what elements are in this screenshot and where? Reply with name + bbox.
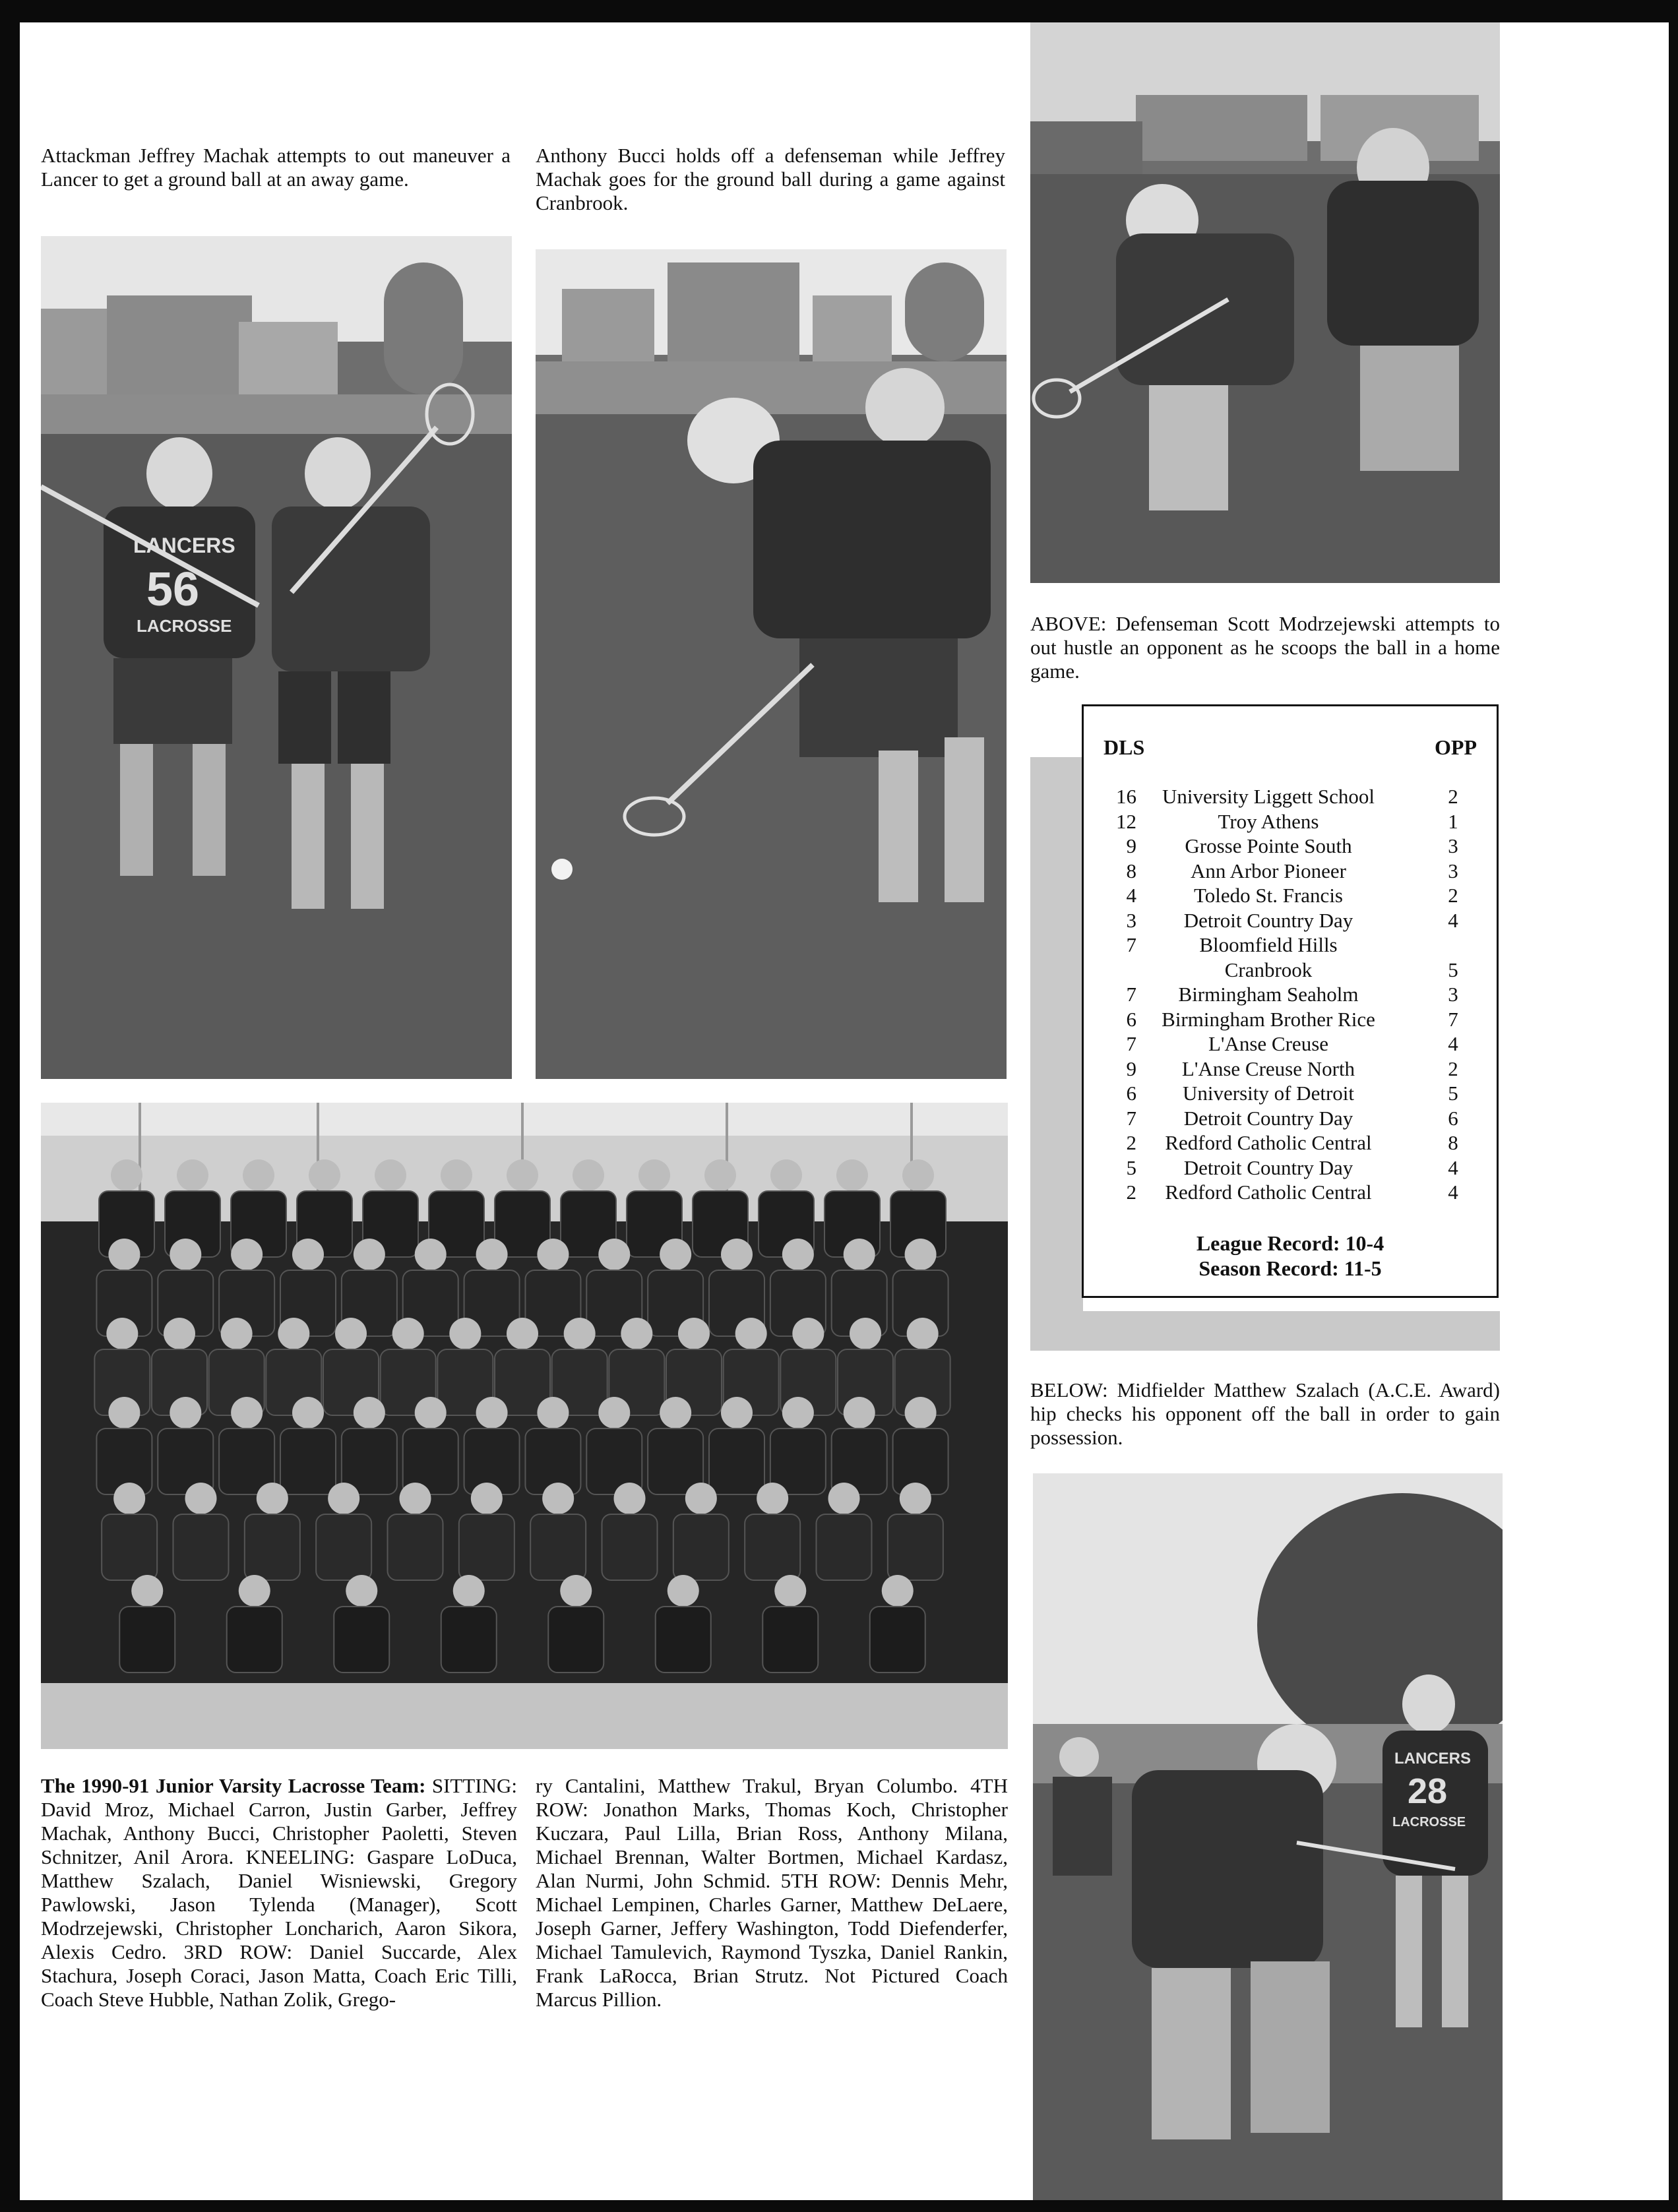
team-member-jersey [441,1607,497,1673]
team-member-head [735,1318,767,1349]
team-member-head [905,1397,937,1429]
team-member-head [900,1483,931,1514]
score-dls: 7 [1126,933,1136,956]
team-member-head [844,1397,875,1429]
score-dls: 9 [1126,1057,1136,1080]
scoreboard-row [1084,1081,1497,1106]
score-dls: 16 [1116,785,1136,808]
score-opp: 5 [1448,958,1458,981]
season-scoreboard [1082,704,1499,1298]
team-member-head [108,1239,140,1270]
score-dls: 4 [1126,884,1136,907]
team-member-head [882,1575,914,1607]
team-member-head [774,1575,806,1607]
opponent-name: Ann Arbor Pioneer [1191,859,1346,882]
scoreboard-row [1084,1130,1497,1155]
team-member-jersey [102,1514,157,1580]
opponent-name: Redford Catholic Central [1165,1131,1372,1154]
scoreboard-header-dls: DLS [1103,735,1145,759]
team-member-head [292,1239,324,1270]
team-member-jersey [673,1514,729,1580]
caption-photo-bucci: Anthony Bucci holds off a defenseman while Jeffrey Machak goes for the ground ball during a game against Cranbrook. [536,144,1005,214]
scoreboard-row [1084,1155,1497,1181]
jersey-text-lancers: LANCERS [133,534,235,557]
team-member-head [476,1239,508,1270]
team-member-head [614,1483,646,1514]
score-opp: 4 [1448,1181,1458,1204]
team-member-jersey [762,1607,818,1673]
team-member-head [239,1575,270,1607]
score-dls: 2 [1126,1131,1136,1154]
opponent-name: Bloomfield Hills [1199,933,1338,956]
team-member-head [309,1159,340,1191]
team-member-head [108,1397,140,1429]
scoreboard-row [1084,1106,1497,1131]
team-member-head [231,1239,263,1270]
team-member-jersey [745,1514,800,1580]
team-member-jersey [227,1607,282,1673]
team-member-head [905,1239,937,1270]
score-opp: 2 [1448,1057,1458,1080]
team-member-head [177,1159,208,1191]
team-member-head [243,1159,274,1191]
jersey-text-lacrosse-2: LACROSSE [1392,1815,1466,1829]
team-member-head [328,1483,359,1514]
score-dls: 5 [1126,1155,1136,1179]
team-member-head [231,1397,263,1429]
scoreboard-row [1084,1057,1497,1082]
team-member-jersey [173,1514,229,1580]
score-opp: 6 [1448,1106,1458,1130]
team-member-head [660,1239,691,1270]
score-dls: 6 [1126,1007,1136,1031]
team-member-jersey [602,1514,658,1580]
photo-bucci-cranbrook [536,249,1007,1079]
team-member-head [507,1318,538,1349]
team-caption-column-1 [41,1774,517,2012]
team-member-jersey [870,1607,925,1673]
score-dls: 7 [1126,983,1136,1006]
caption-photo-modrzejewski: ABOVE: Defenseman Scott Modrzejewski attempts to out hustle an opponent as he scoops the ball in a home game. [1030,612,1500,683]
photo-attackman-away-game [41,236,512,1079]
score-opp: 1 [1448,809,1458,833]
team-member-head [850,1318,881,1349]
team-member-head [836,1159,868,1191]
score-opp: 5 [1448,1082,1458,1105]
score-opp: 4 [1448,1155,1458,1179]
caption-photo-szalach: BELOW: Midfielder Matthew Szalach (A.C.E. Award) hip checks his opponent off the ball in order to gain possession. [1030,1378,1500,1449]
team-member-head [757,1483,788,1514]
team-member-jersey [119,1607,175,1673]
opponent-name: Redford Catholic Central [1165,1181,1372,1204]
team-member-head [106,1318,138,1349]
team-member-jersey [388,1514,443,1580]
opponent-name: Detroit Country Day [1183,1155,1353,1179]
team-member-jersey [817,1514,872,1580]
opponent-name: University of Detroit [1182,1082,1354,1105]
team-member-head [346,1575,377,1607]
scan-border-top [0,0,1678,22]
team-caption-title: The 1990-91 Junior Varsity Lacrosse Team: [41,1774,426,1797]
score-opp: 3 [1448,983,1458,1006]
score-opp: 4 [1448,908,1458,932]
score-dls: 2 [1126,1181,1136,1204]
team-member-head [221,1318,253,1349]
scoreboard-row [1084,982,1497,1007]
opponent-name: Detroit Country Day [1183,1106,1353,1130]
jersey-text-lacrosse: LACROSSE [137,616,232,636]
score-dls: 8 [1126,859,1136,882]
team-member-head [375,1159,406,1191]
team-member-head [164,1318,195,1349]
opponent-name: L'Anse Creuse [1208,1032,1329,1055]
team-member-head [400,1483,431,1514]
team-member-head [292,1397,324,1429]
photo-szalach-hip-check [1033,1473,1503,2200]
scan-border-bottom [0,2200,1678,2212]
team-member-head [844,1239,875,1270]
team-member-head [560,1575,592,1607]
scoreboard-row [1084,809,1497,834]
score-opp: 3 [1448,859,1458,882]
photo-modrzejewski-home-game [1030,22,1500,583]
team-member-head [392,1318,424,1349]
team-caption-body-1: SITTING: David Mroz, Michael Carron, Justin Garber, Jeffrey Machak, Anthony Bucci, Christopher Paoletti, Steven Schnitzer, Anil Arora. KNEELING: Gaspare LoDuca, Matthew Szalach, Daniel Wisniewski, Gregory Pawlowski, Jason Tylenda (Manager), Scott Modrzejewski, Christopher Loncharich, Aaron Sikora, Alexis Cedro. 3RD ROW: Daniel Succarde, Alex Stachura, Joseph Coraci, Jason Matta, Coach Eric Tilli, Coach Steve Hubble, Nathan Zolik, Grego- [41,1774,518,2011]
decorative-gray-bar-vertical [1030,757,1083,1351]
score-opp: 8 [1448,1131,1458,1154]
team-member-jersey [888,1514,943,1580]
team-member-head [537,1239,569,1270]
team-member-head [721,1239,753,1270]
scoreboard-rows [1084,784,1497,1205]
team-member-head [542,1483,574,1514]
team-member-jersey [459,1514,514,1580]
team-member-head [185,1483,217,1514]
team-member-head [113,1483,145,1514]
opponent-name: Grosse Pointe South [1185,834,1352,857]
team-caption-column-2: ry Cantalini, Matthew Trakul, Bryan Columbo. 4TH ROW: Jonathon Marks, Thomas Koch, Christopher Kuczara, Paul Lilla, Brian Ross, Anthony Milana, Michael Brennan, Walter Bortmen, Michael Kardasz, Alan Nurmi, John Schmid. 5TH ROW: Dennis Mehr, Michael Lempinen, Charles Garner, Matthew DeLaere, Joseph Garner, Jeffery Washington, Todd Diefenderfer, Michael Tamulevich, Raymond Tyszka, Daniel Rankin, Frank LaRocca, Brian Strutz. Not Pictured Coach Marcus Pillion. [536,1774,1008,2011]
team-member-head [564,1318,596,1349]
score-opp: 7 [1448,1007,1458,1031]
team-member-head [782,1239,814,1270]
scan-border-right [1669,0,1678,2212]
team-member-head [598,1239,630,1270]
decorative-gray-bar-horizontal [1030,1311,1500,1351]
team-member-head [704,1159,736,1191]
team-member-head [476,1397,508,1429]
scoreboard-row [1084,1180,1497,1205]
team-member-jersey [709,1429,764,1494]
opponent-name: University Liggett School [1162,785,1375,808]
score-opp: 4 [1448,1032,1458,1055]
team-member-head [598,1397,630,1429]
team-member-jersey [245,1514,300,1580]
team-member-head [471,1483,503,1514]
team-member-jersey [656,1607,711,1673]
opponent-name: Detroit Country Day [1183,908,1353,932]
team-member-head [721,1397,753,1429]
team-member-head [782,1397,814,1429]
team-member-jersey [280,1429,336,1494]
team-member-jersey [316,1514,371,1580]
team-member-head [354,1239,385,1270]
team-member-head [170,1239,201,1270]
scoreboard-row [1084,933,1497,958]
team-member-head [792,1318,824,1349]
team-member-head [453,1575,485,1607]
team-member-jersey [530,1514,586,1580]
scoreboard-row [1084,784,1497,809]
scoreboard-row [1084,883,1497,908]
team-member-head [449,1318,481,1349]
team-member-head [111,1159,142,1191]
team-member-head [507,1159,538,1191]
scoreboard-row [1084,859,1497,884]
jersey-number: 56 [146,563,200,616]
team-member-head [415,1239,447,1270]
scoreboard-row [1084,908,1497,933]
scan-border-left [0,0,20,2212]
team-member-head [537,1397,569,1429]
team-member-head [415,1397,447,1429]
team-member-head [668,1575,699,1607]
opponent-name: Birmingham Brother Rice [1162,1007,1375,1031]
score-dls: 7 [1126,1032,1136,1055]
scoreboard-row [1084,834,1497,859]
score-dls: 12 [1116,809,1136,833]
team-member-head [828,1483,860,1514]
opponent-name: Birmingham Seaholm [1178,983,1359,1006]
team-member-jersey [548,1607,604,1673]
team-member-head [907,1318,939,1349]
team-member-head [354,1397,385,1429]
league-record: League Record: 10-4 [1196,1231,1384,1255]
team-member-head [573,1159,604,1191]
scoreboard-row [1084,1031,1497,1057]
team-member-head [257,1483,288,1514]
jersey-number-2: 28 [1408,1771,1448,1811]
team-member-head [278,1318,309,1349]
team-member-head [770,1159,802,1191]
team-member-head [335,1318,367,1349]
opponent-name: Troy Athens [1218,809,1319,833]
team-member-head [638,1159,670,1191]
score-dls: 3 [1126,908,1136,932]
team-member-head [685,1483,717,1514]
score-dls: 9 [1126,834,1136,857]
caption-photo-attackman: Attackman Jeffrey Machak attempts to out maneuver a Lancer to get a ground ball at an away game. [41,144,511,191]
season-record: Season Record: 11-5 [1198,1256,1382,1280]
opponent-name: Cranbrook [1224,958,1313,981]
team-member-head [660,1397,691,1429]
opponent-name: Toledo St. Francis [1193,884,1343,907]
team-member-head [441,1159,472,1191]
team-member-head [170,1397,201,1429]
scoreboard-row [1084,958,1497,983]
score-dls: 7 [1126,1106,1136,1130]
jersey-text-lancers-2: LANCERS [1394,1750,1472,1767]
opponent-name: L'Anse Creuse North [1181,1057,1355,1080]
score-dls: 6 [1126,1082,1136,1105]
team-member-jersey [334,1607,389,1673]
score-opp: 2 [1448,785,1458,808]
score-opp: 3 [1448,834,1458,857]
score-opp: 2 [1448,884,1458,907]
team-member-head [902,1159,934,1191]
scoreboard-row [1084,1007,1497,1032]
scoreboard-header-opp: OPP [1435,735,1477,759]
team-member-head [678,1318,710,1349]
team-member-head [131,1575,163,1607]
team-member-head [621,1318,652,1349]
photo-junior-varsity-team [41,1103,1008,1749]
